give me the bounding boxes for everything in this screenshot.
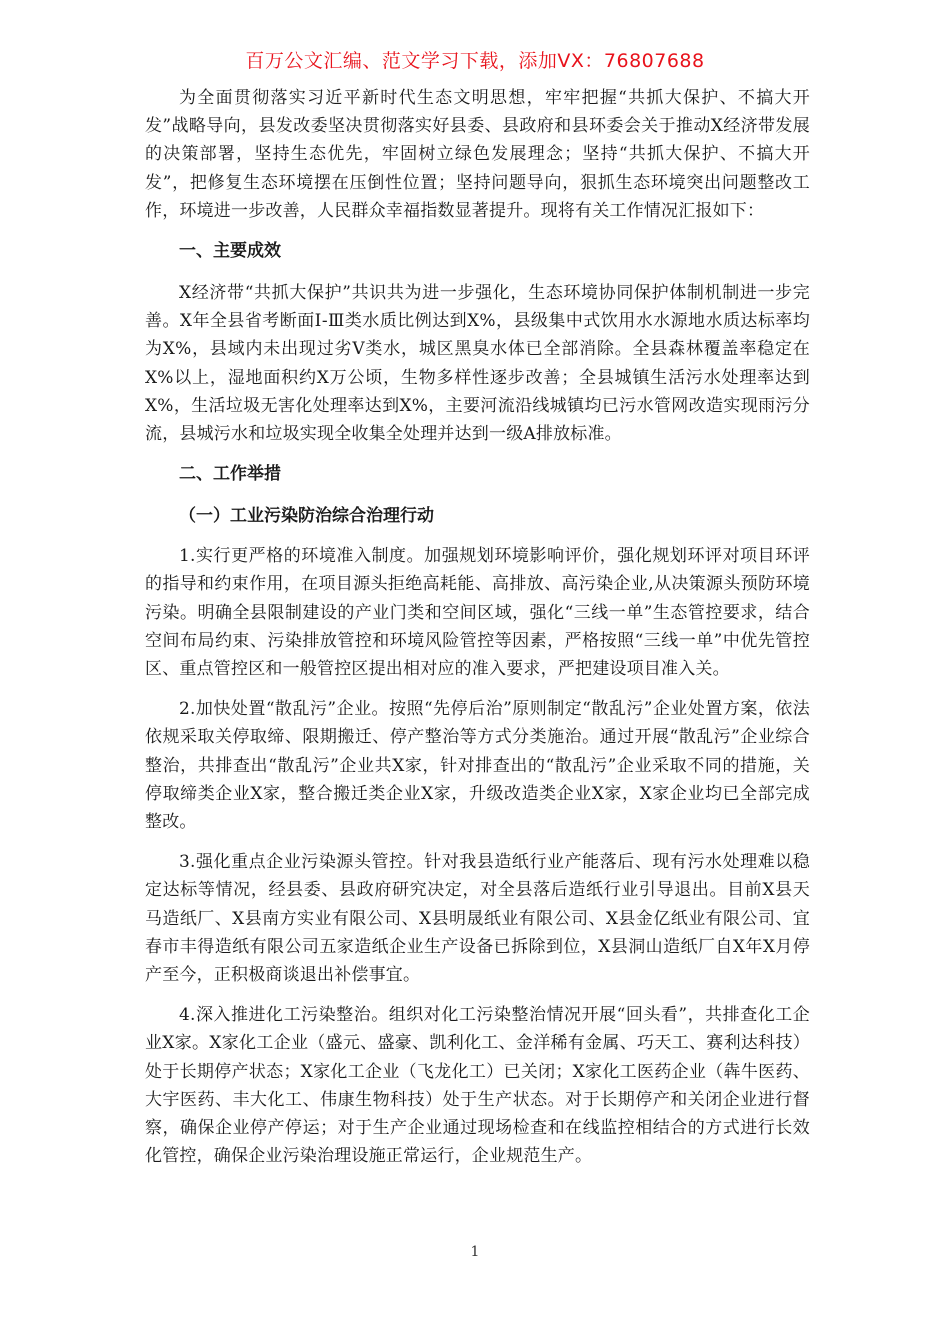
results-paragraph: X经济带“共抓大保护”共识共为进一步强化，生态环境协同保护体制机制进一步完善。X年全县省考断面Ⅰ-Ⅲ类水质比例达到X%，县级集中式饮用水水源地水质达标率均为X%，县域内未出现过劣Ⅴ类水，城区黑臭水体已全部消除。全县森林覆盖率稳定在X%以上，湿地面积约X万公顷，生物多样性逐步改善；全县城镇生活污水处理率达到X%，生活垃圾无害化处理率达到X%，主要河流沿线城镇均已污水管网改造实现雨污分流，县城污水和垃圾实现全收集全处理并达到一级A排放标准。 bbox=[145, 283, 810, 445]
promo-banner: 百万公文汇编、范文学习下载，添加VX：76807688 bbox=[245, 50, 705, 72]
measure-item-3: 3.强化重点企业污染源头管控。针对我县造纸行业产能落后、现有污水处理难以稳定达标等情况，经县委、县政府研究决定，对全县落后造纸行业引导退出。目前X县天马造纸厂、X县南方实业有限公司、X县明晟纸业有限公司、X县金亿纸业有限公司、宜春市丰得造纸有限公司五家造纸企业生产设备已拆除到位，X县洞山造纸厂自X年X月停产至今，正积极商谈退出补偿事宜。 bbox=[145, 852, 810, 986]
intro-paragraph: 为全面贯彻落实习近平新时代生态文明思想，牢牢把握“共抓大保护、不搞大开发”战略导向，县发改委坚决贯彻落实好县委、县政府和县环委会关于推动X经济带发展的决策部署，坚持生态优先，牢固树立绿色发展理念；坚持“共抓大保护、不搞大开发”，把修复生态环境摆在压倒性位置；坚持问题导向，狠抓生态环境突出问题整改工作，环境进一步改善，人民群众幸福指数显著提升。现将有关工作情况汇报如下： bbox=[145, 88, 810, 221]
measure-item-1: 1.实行更严格的环境准入制度。加强规划环境影响评价，强化规划环评对项目环评的指导和约束作用，在项目源头拒绝高耗能、高排放、高污染企业,从决策源头预防环境污染。明确全县限制建设的产业门类和空间区域，强化“三线一单”生态管控要求，结合空间布局约束、污染排放管控和环境风险管控等因素，严格按照“三线一单”中优先管控区、重点管控区和一般管控区提出相对应的准入要求，严把建设项目准入关。 bbox=[145, 546, 810, 680]
measure-item-2: 2.加快处置“散乱污”企业。按照“先停后治”原则制定“散乱污”企业处置方案，依法依规采取关停取缔、限期搬迁、停产整治等方式分类施治。通过开展“散乱污”企业综合整治，共排查出“散乱污”企业共X家，针对排查出的“散乱污”企业采取不同的措施，关停取缔类企业X家，整合搬迁类企业X家，升级改造类企业X家，X家企业均已全部完成整改。 bbox=[145, 699, 810, 833]
page-number: 1 bbox=[470, 1244, 480, 1260]
section-heading-measures: 二、工作举措 bbox=[179, 464, 281, 485]
measure-item-4: 4.深入推进化工污染整治。组织对化工污染整治情况开展“回头看”，共排查化工企业X家。X家化工企业（盛元、盛豪、凯利化工、金洋稀有金属、巧天工、赛利达科技）处于长期停产状态；X家化工企业（飞龙化工）已关闭；X家化工医药企业（犇牛医药、大宇医药、丰大化工、伟康生物科技）处于生产状态。对于长期停产和关闭企业进行督察，确保企业停产停运；对于生产企业通过现场检查和在线监控相结合的方式进行长效化管控，确保企业污染治理设施正常运行，企业规范生产。 bbox=[145, 1005, 810, 1167]
section-heading-results: 一、主要成效 bbox=[179, 241, 281, 262]
document-body bbox=[145, 84, 810, 1183]
subsection-heading-industrial: （一）工业污染防治综合治理行动 bbox=[179, 506, 434, 527]
